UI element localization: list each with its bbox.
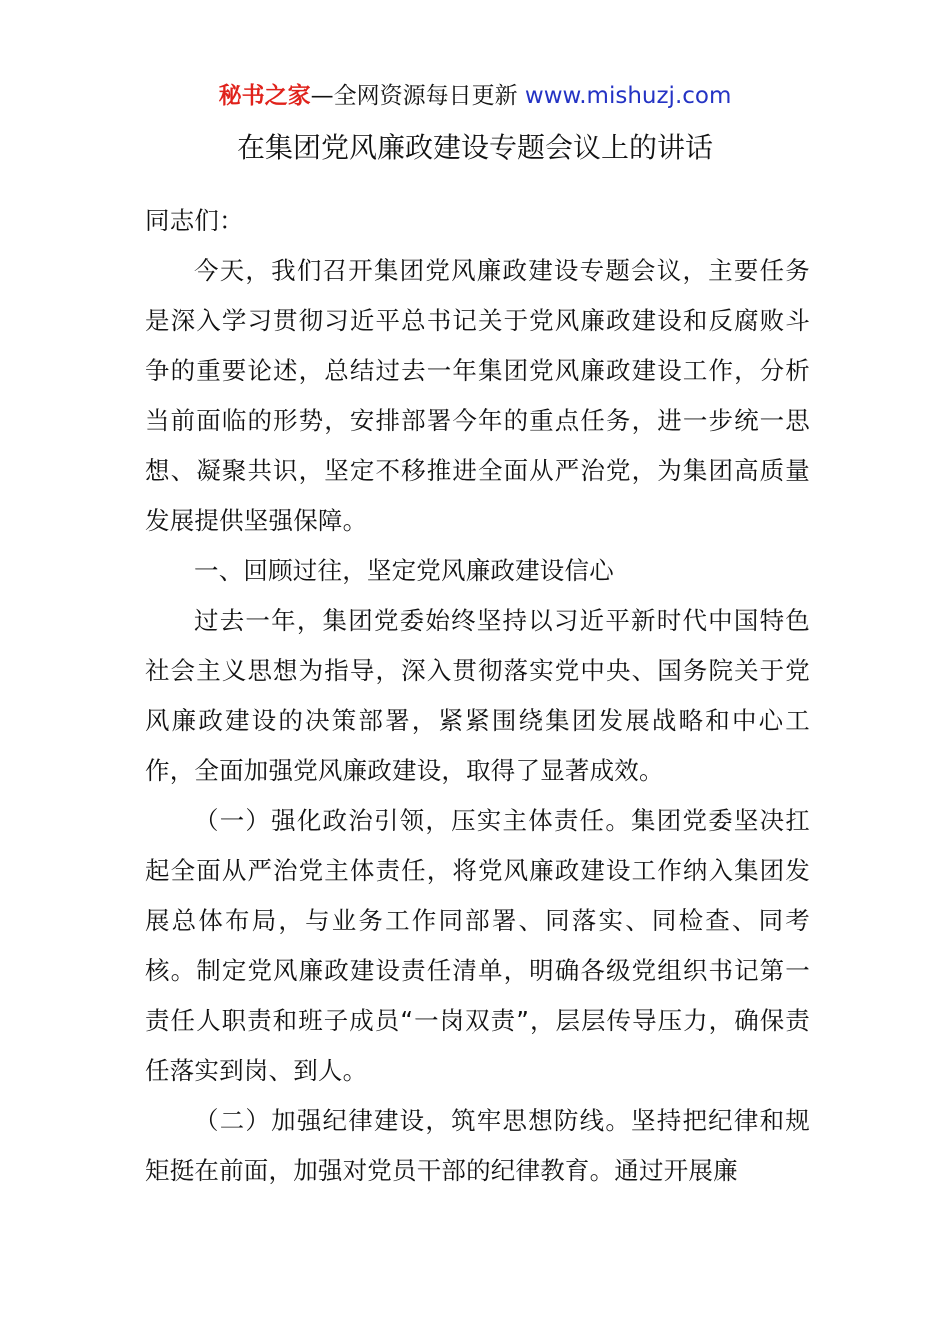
paragraph-review: 过去一年，集团党委始终坚持以习近平新时代中国特色社会主义思想为指导，深入贯彻落实党中央、国务院关于党风廉政建设的决策部署，紧紧围绕集团发展战略和中心工作，全面加强党风廉政建设，取得了显著成效。 [145, 606, 810, 785]
paragraph-point-1: （一）强化政治引领，压实主体责任。集团党委坚决扛起全面从严治党主体责任，将党风廉政建设工作纳入集团发展总体布局，与业务工作同部署、同落实、同检查、同考核。制定党风廉政建设责任清单，明确各级党组织书记第一责任人职责和班子成员“一岗双责”，层层传导压力，确保责任落实到岗、到人。 [145, 806, 810, 1085]
section-heading: 一、回顾过往，坚定党风廉政建设信心 [194, 556, 614, 585]
document-body [145, 196, 810, 1196]
document-title: 在集团党风廉政建设专题会议上的讲话 [236, 131, 713, 164]
paragraph-intro: 今天，我们召开集团党风廉政建设专题会议，主要任务是深入学习贯彻习近平总书记关于党风廉政建设和反腐败斗争的重要论述，总结过去一年集团党风廉政建设工作，分析当前面临的形势，安排部署今年的重点任务，进一步统一思想、凝聚共识，坚定不移推进全面从严治党，为集团高质量发展提供坚强保障。 [145, 256, 810, 535]
site-url-link[interactable]: www.mishuzj.com [524, 83, 732, 109]
site-brand: 秘书之家 [218, 83, 311, 109]
paragraph-point-2: （二）加强纪律建设，筑牢思想防线。坚持把纪律和规矩挺在前面，加强对党员干部的纪律教育。通过开展廉 [145, 1106, 810, 1185]
site-tagline: —全网资源每日更新 [310, 83, 518, 109]
site-header [0, 80, 950, 112]
salutation: 同志们： [145, 206, 244, 235]
